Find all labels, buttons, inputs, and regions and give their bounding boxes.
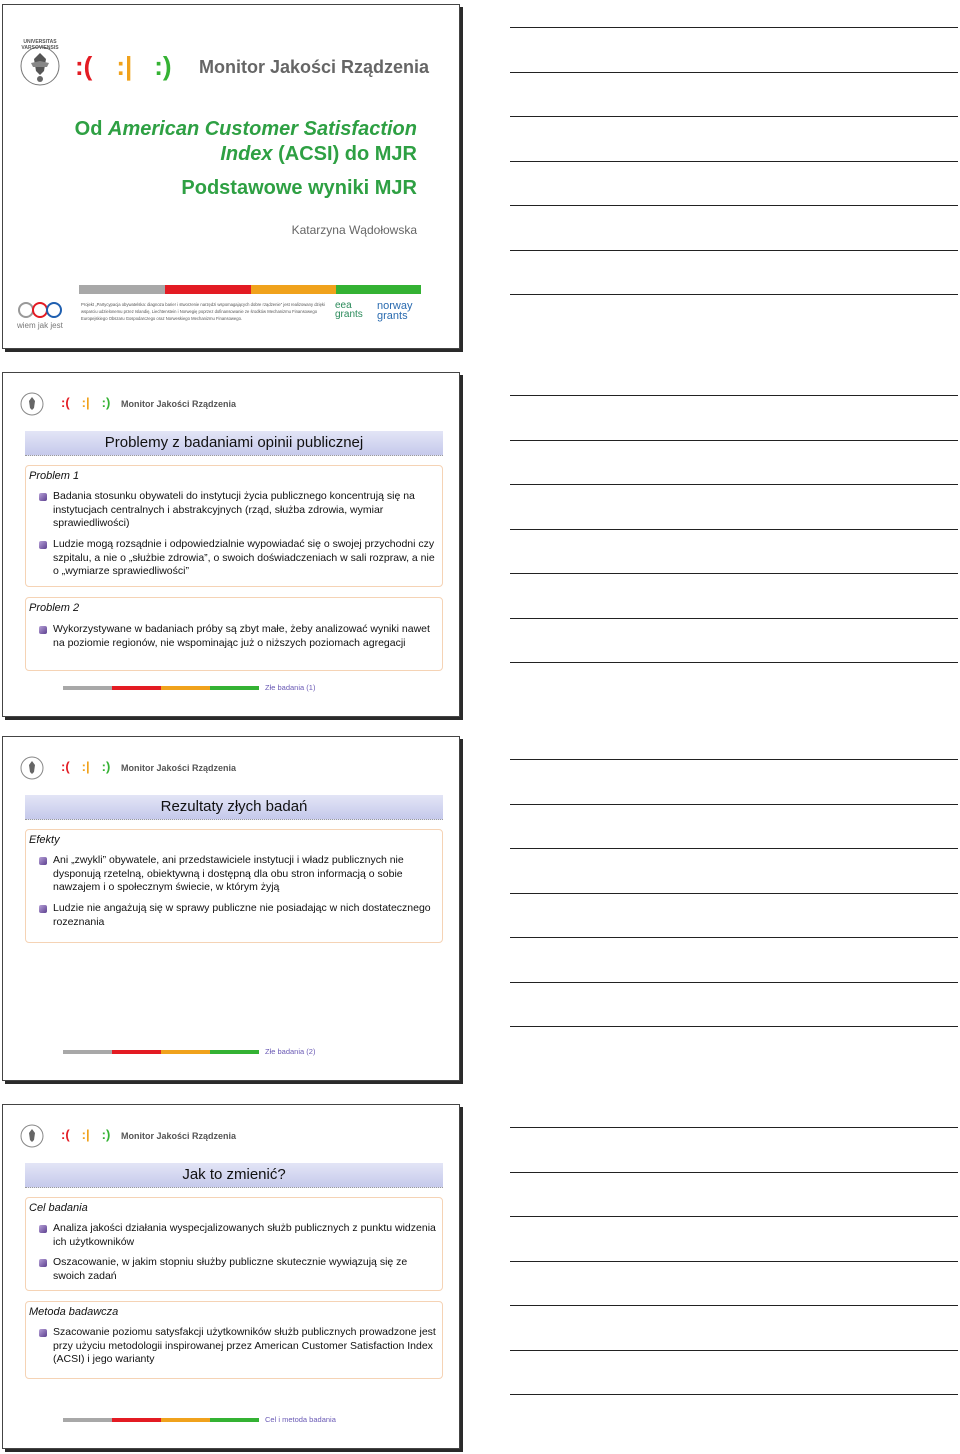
slide-how-to-change — [2, 1104, 460, 1449]
note-line — [510, 440, 958, 441]
happy-face-icon: :) — [101, 1127, 111, 1142]
wiem-jak-jest-text: wiem jak jest — [17, 321, 63, 330]
note-line — [510, 759, 958, 760]
note-line — [510, 395, 958, 396]
group-label: Cel badania — [29, 1202, 92, 1214]
color-bar — [63, 1418, 259, 1422]
slide-subtitle: Podstawowe wyniki MJR — [181, 177, 417, 199]
neutral-face-icon: :| — [81, 759, 90, 774]
bullet-icon — [39, 493, 47, 501]
list-item: Analiza jakości działania wyspecjalizowanych służb publicznych z punktu widzenia ich użytkowników — [53, 1222, 437, 1249]
note-line — [510, 529, 958, 530]
neutral-face-icon: :| — [81, 1127, 90, 1142]
group-label: Problem 2 — [29, 602, 83, 614]
eea-grants-logo: eea grants — [335, 300, 363, 320]
author-name: Katarzyna Wądołowska — [291, 223, 417, 237]
list-item: Szacowanie poziomu satysfakcji użytkowników służb publicznych prowadzone jest przy użyciu metodologii inspirowanej przez American Customer Satisfaction Index (ACSI) i jego warianty — [53, 1326, 437, 1367]
brand-name: Monitor Jakości Rządzenia — [199, 57, 430, 77]
group-label: Problem 1 — [29, 470, 83, 482]
note-line — [510, 116, 958, 117]
bullet-icon — [39, 1329, 47, 1337]
note-line — [510, 27, 958, 28]
slide-title: Problemy z badaniami opinii publicznej — [104, 434, 364, 451]
slide-title-banner — [25, 1163, 443, 1188]
note-line — [510, 982, 958, 983]
slide-title-banner — [25, 795, 443, 820]
sad-face-icon: :( — [61, 395, 70, 410]
note-line — [510, 1172, 958, 1173]
list-item: Wykorzystywane w badaniach próby są zbyt małe, żeby analizować wyniki nawet na poziomie regionów, nie wspominając już o niższych poziomach agregacji — [53, 623, 437, 650]
sad-face-icon: :( — [75, 51, 93, 81]
norway-grants-logo: norway grants — [377, 300, 413, 322]
neutral-face-icon: :| — [116, 51, 133, 81]
slide-title-heading: Od American Customer Satisfaction Index (ACSI) do MJR — [74, 118, 417, 165]
mood-faces — [61, 395, 110, 410]
seal-text: UNIVERSITAS VARSOVIENSIS — [21, 39, 59, 51]
bullet-icon — [39, 1259, 47, 1267]
mood-faces — [75, 51, 172, 82]
brand-name: Monitor Jakości Rządzenia — [121, 763, 237, 773]
color-bar — [63, 1050, 259, 1054]
bullet-icon — [39, 1225, 47, 1233]
sad-face-icon: :( — [61, 1127, 70, 1142]
bullet-icon — [39, 905, 47, 913]
slide-footer: Cel i metoda badania — [265, 1415, 336, 1424]
sad-face-icon: :( — [61, 759, 70, 774]
note-line — [510, 161, 958, 162]
note-line — [510, 1127, 958, 1128]
slide-problems — [2, 372, 460, 717]
note-line — [510, 205, 958, 206]
note-line — [510, 1261, 958, 1262]
color-bar — [79, 285, 421, 294]
group-label: Efekty — [29, 834, 64, 846]
brand-name: Monitor Jakości Rządzenia — [121, 1131, 237, 1141]
neutral-face-icon: :| — [81, 395, 90, 410]
slide-title: Jak to zmienić? — [182, 1166, 286, 1183]
note-line — [510, 1216, 958, 1217]
mood-faces — [61, 759, 110, 774]
list-item: Ludzie nie angażują się w sprawy publiczne nie posiadając w nich dostatecznego rozeznania — [53, 902, 437, 929]
note-line — [510, 618, 958, 619]
note-line — [510, 294, 958, 295]
funding-notice: Projekt „Partycypacja obywatelska: diagnoza barier i stworzenie narzędzi wspomagających dobre rządzenie” jest realizowany dzięki wsparciu udzielonemu przez Islandię, Liechtenstein i Norwegię poprzez dofinansowanie ze środków Mechanizmu Finansowego Europejskiego Obszaru Gospodarczego oraz Norweskiego Mechanizmu Finansowego. — [81, 302, 325, 321]
slide-footer: Złe badania (1) — [265, 683, 316, 692]
list-item: Badania stosunku obywateli do instytucji życia publicznego koncentrują się na instytucjach centralnych i abstrakcyjnych (rząd, służba zdrowia, wymiar sprawiedliwości) — [53, 490, 437, 531]
note-line — [510, 250, 958, 251]
bullet-icon — [39, 857, 47, 865]
brand-name: Monitor Jakości Rządzenia — [121, 399, 237, 409]
mood-faces — [61, 1127, 110, 1142]
happy-face-icon: :) — [101, 759, 111, 774]
university-seal-logo — [19, 755, 45, 781]
university-seal-logo — [19, 1123, 45, 1149]
slide-title: Rezultaty złych badań — [160, 798, 308, 815]
note-line — [510, 1350, 958, 1351]
list-item: Oszacowanie, w jakim stopniu służby publiczne skutecznie wywiązują się ze swoich zadań — [53, 1256, 437, 1283]
happy-face-icon: :) — [154, 51, 172, 81]
note-line — [510, 484, 958, 485]
happy-face-icon: :) — [101, 395, 111, 410]
note-line — [510, 573, 958, 574]
note-line — [510, 848, 958, 849]
note-line — [510, 1305, 958, 1306]
slide-footer: Złe badania (2) — [265, 1047, 316, 1056]
slide-results — [2, 736, 460, 1081]
university-seal-logo — [19, 391, 45, 417]
note-line — [510, 662, 958, 663]
note-line — [510, 937, 958, 938]
list-item: Ani „zwykli” obywatele, ani przedstawiciele instytucji i władz publicznych nie dysponują rzetelną, obiektywną i dostępną dla obu stron informacją o sobie nawzajem i o społecznym świecie, w którym żyją — [53, 854, 437, 895]
color-bar — [63, 686, 259, 690]
note-line — [510, 1026, 958, 1027]
slide-title — [2, 4, 460, 349]
note-line — [510, 72, 958, 73]
bullet-icon — [39, 626, 47, 634]
slide-title-banner — [25, 431, 443, 456]
list-item: Ludzie mogą rozsądnie i odpowiedzialnie wypowiadać się o swojej przychodni czy szpitalu, a nie o „służbie zdrowia”, o swoich doświadczeniach w sali rozpraw, a nie o „wymiarze sprawiedliwości” — [53, 538, 437, 579]
group-label: Metoda badawcza — [29, 1306, 122, 1318]
note-line — [510, 893, 958, 894]
bullet-icon — [39, 541, 47, 549]
note-line — [510, 1394, 958, 1395]
wiem-jak-jest-logo — [17, 301, 65, 319]
note-line — [510, 804, 958, 805]
